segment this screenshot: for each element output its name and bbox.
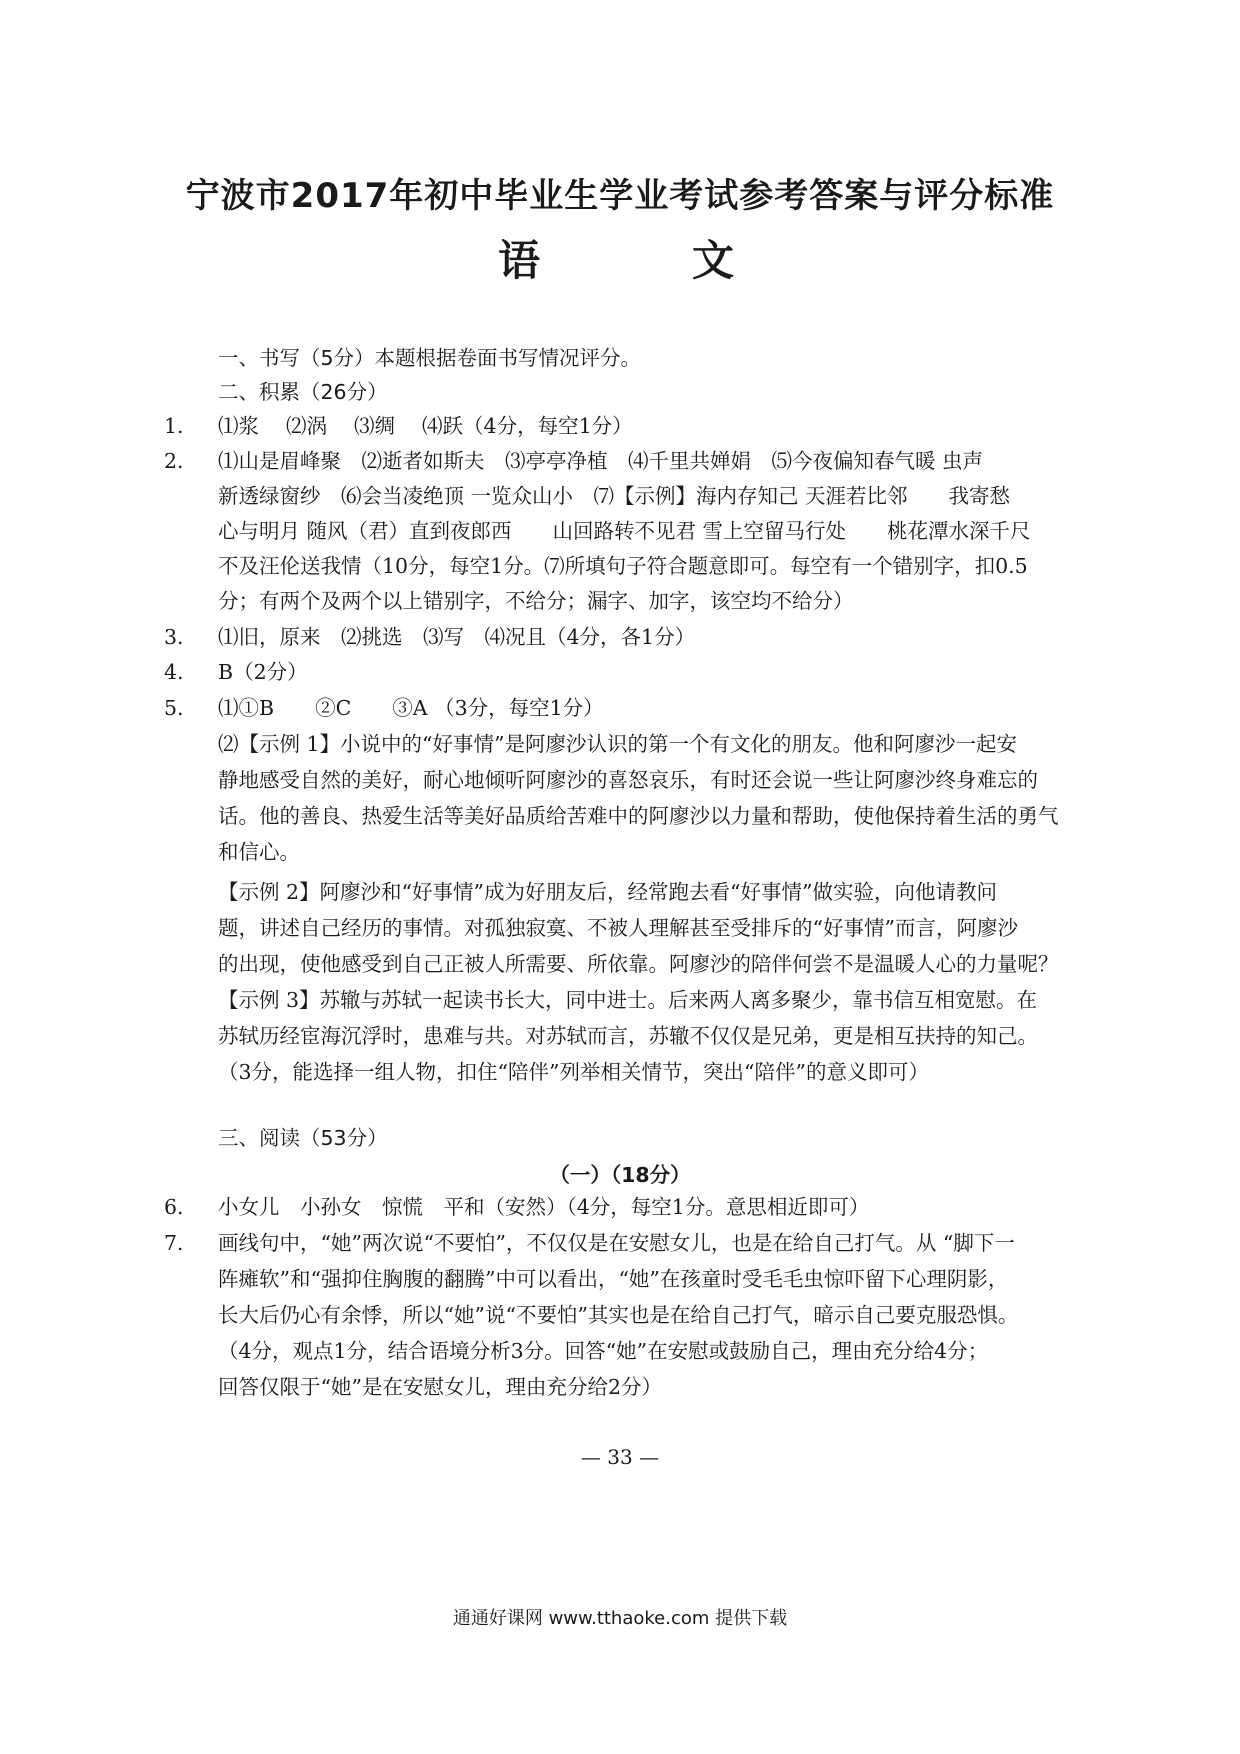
example-line: 【示例 2】阿廖沙和“好事情”成为好朋友后，经常跑去看“好事情”做实验，向他请教问 [218, 880, 997, 904]
answer-line: 心与明月 随风（君）直到夜郎西 山回路转不见君 雪上空留马行处 桃花潭水深千尺 [218, 519, 1031, 543]
question-number: 3. [164, 625, 184, 649]
answer-line: 分；有两个及两个以上错别字，不给分；漏字、加字，该空均不给分） [218, 589, 854, 613]
subject-char-1: 语 [498, 236, 541, 285]
question-number: 6. [164, 1195, 184, 1219]
answer-line: 新透绿窗纱 ⑹会当凌绝顶 一览众山小 ⑺【示例】海内存知己 天涯若比邻 我寄愁 [218, 484, 1011, 508]
example-line: 和信心。 [218, 840, 300, 864]
subsection-heading: （一）（18分） [549, 1163, 691, 1187]
example-line: 的出现，使他感受到自己正被人所需要、所依靠。阿廖沙的陪伴何尝不是温暖人心的力量呢？ [218, 952, 1059, 976]
answer-text: ⑴浆 ⑵涡 ⑶绸 ⑷跃（4分，每空1分） [218, 414, 633, 438]
question-number: 2. [164, 449, 184, 473]
example-line: ⑵【示例 1】小说中的“好事情”是阿廖沙认识的第一个有文化的朋友。他和阿廖沙一起安 [218, 732, 1018, 756]
page-number: — 33 — [580, 1445, 660, 1469]
subject-char-2: 文 [692, 236, 735, 285]
answer-line: 长大后仍心有余悸，所以“她”说“不要怕”其实也是在给自己打气，暗示自己要克服恐惧。 [218, 1303, 1019, 1327]
document-title: 宁波市2017年初中毕业生学业考试参考答案与评分标准 [185, 176, 1055, 216]
example-line: 话。他的善良、热爱生活等美好品质给苦难中的阿廖沙以力量和帮助，使他保持着生活的勇气 [218, 804, 1059, 828]
answer-line: 回答仅限于“她”是在安慰女儿，理由充分给2分） [218, 1375, 663, 1399]
question-number: 1. [164, 414, 184, 438]
scoring-note: （3分，能选择一组人物，扣住“陪伴”列举相关情节，突出“陪伴”的意义即可） [218, 1060, 929, 1084]
question-number: 7. [164, 1231, 184, 1255]
example-line: 静地感受自然的美好，耐心地倾听阿廖沙的喜怒哀乐，有时还会说一些让阿廖沙终身难忘的 [218, 768, 1038, 792]
answer-line: 阵瘫软”和“强抑住胸腹的翻腾”中可以看出，“她”在孩童时受毛毛虫惊吓留下心理阴影， [218, 1267, 1009, 1291]
question-number: 4. [164, 660, 184, 684]
example-line: 题，讲述自己经历的事情。对孤独寂寞、不被人理解甚至受排斥的“好事情”而言，阿廖沙 [218, 916, 1018, 940]
section-writing: 一、书写（5分）本题根据卷面书写情况评分。 [218, 346, 642, 370]
example-line: 【示例 3】苏辙与苏轼一起读书长大，同中进士。后来两人离多聚少，靠书信互相宽慰。在 [218, 988, 1038, 1012]
example-line: 苏轼历经宦海沉浮时，患难与共。对苏轼而言，苏辙不仅仅是兄弟，更是相互扶持的知己。 [218, 1024, 1038, 1048]
answer-text: 小女儿 小孙女 惊慌 平和（安然）（4分，每空1分。意思相近即可） [218, 1195, 870, 1219]
answer-text: ⑴①B ②C ③A （3分，每空1分） [218, 696, 604, 720]
answer-line: （4分，观点1分，结合语境分析3分。回答“她”在安慰或鼓励自己，理由充分给4分； [218, 1339, 989, 1363]
answer-line: ⑴山是眉峰聚 ⑵逝者如斯夫 ⑶亭亭净植 ⑷千里共婵娟 ⑸今夜偏知春气暖 虫声 [218, 449, 984, 473]
answer-text: ⑴旧，原来 ⑵挑选 ⑶写 ⑷况且（4分，各1分） [218, 625, 696, 649]
answer-line: 画线句中，“她”两次说“不要怕”，不仅仅是在安慰女儿，也是在给自己打气。从 “脚下一 [218, 1231, 1015, 1255]
section-reading: 三、阅读（53分） [218, 1126, 388, 1150]
question-number: 5. [164, 696, 184, 720]
footer-source: 通通好课网 www.tthaoke.com 提供下载 [452, 1608, 788, 1629]
answer-text: B（2分） [218, 660, 308, 684]
section-accumulation: 二、积累（26分） [218, 380, 388, 404]
answer-line: 不及汪伦送我情（10分，每空1分。⑺所填句子符合题意即可。每空有一个错别字，扣0.5 [218, 554, 1028, 578]
